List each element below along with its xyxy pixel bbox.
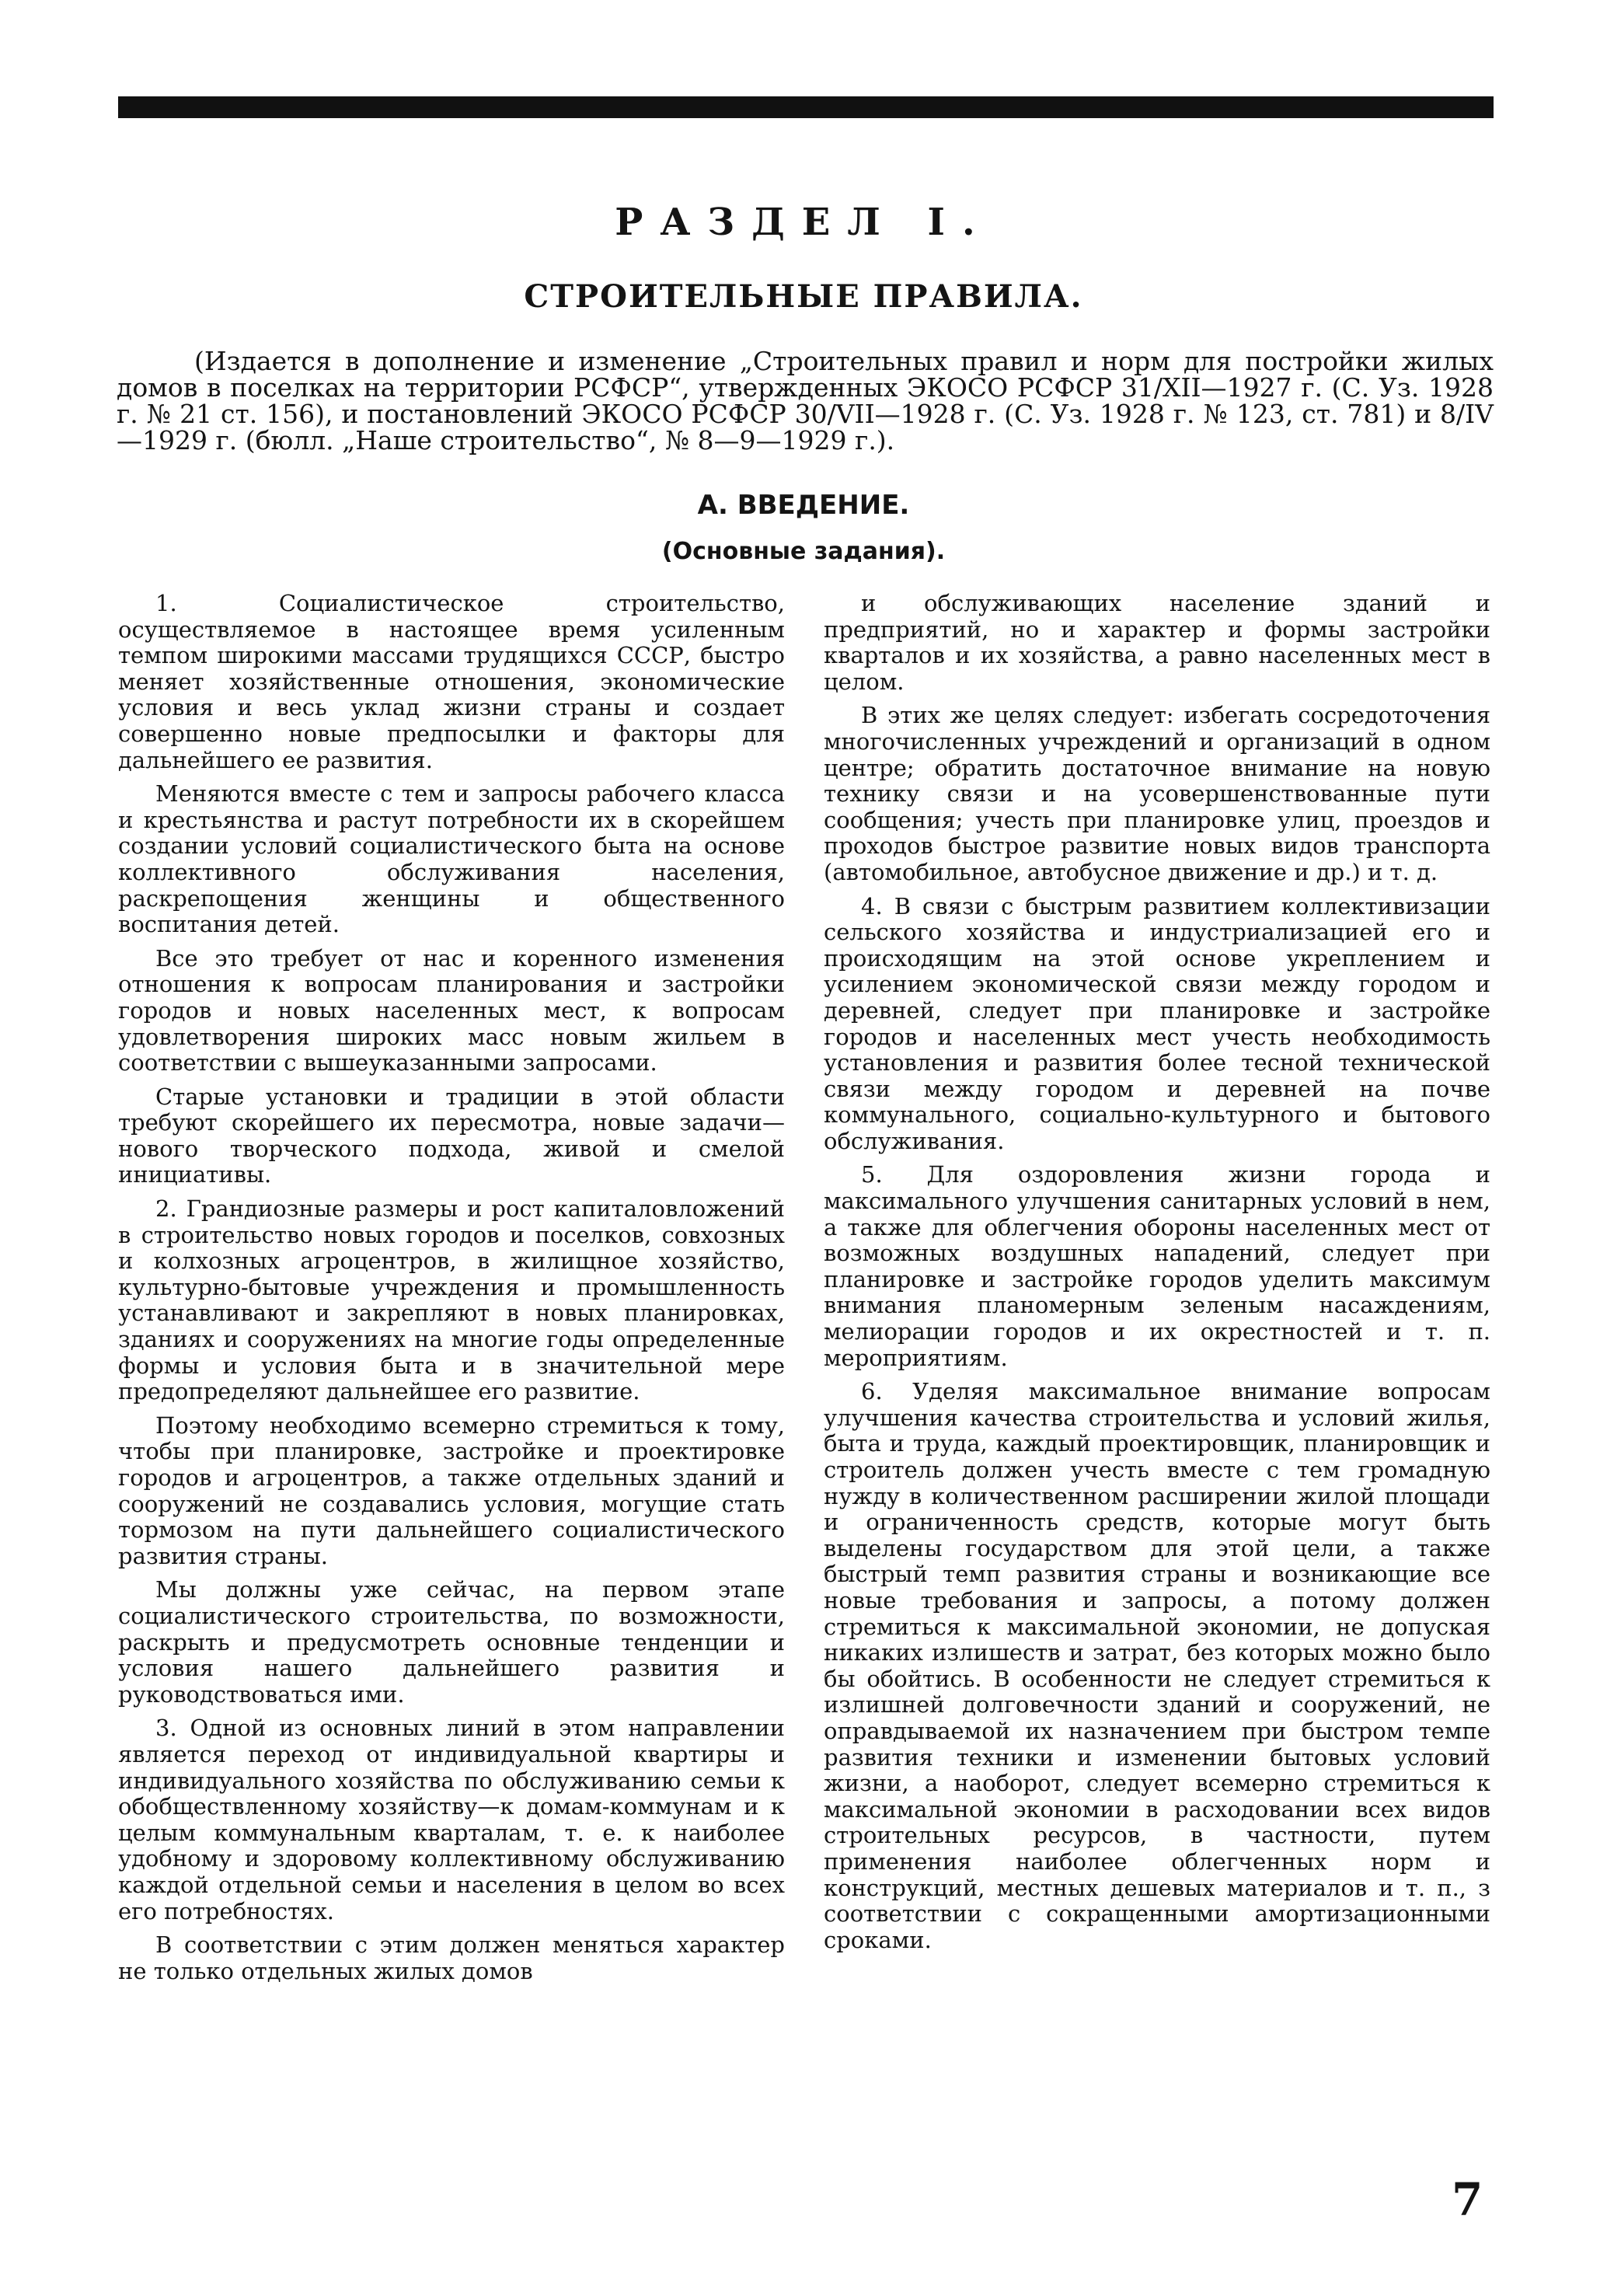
paragraph: Все это требует от нас и коренного изменения отношения к вопросам планирования и застройки городов и новых населенных мест, к вопросам удовлетворения широких масс новым жильем в соответствии с вышеуказанными запросами. bbox=[118, 944, 785, 1076]
paragraph: 6. Уделяя максимальное внимание вопросам улучшения качества строительства и условий жилья, быта и труда, каждый проектировщик, планировщик и строитель должен учесть вместе с тем громадную нужду в количественном расширении жилой площади и ограниченность средств, которые могут быть выделены государством для этой цели, а также быстрый темп развития страны и возникающие все новые требования и запросы, а потому должен стремиться к максимальной экономии, не допуская никаких излишеств и затрат, без которых можно было бы обойтись. В особенности не следует стремиться к излишней долговечности зданий и сооружений, не оправдываемой их назначением при быстром темпе развития техники и изменении бытовых условий жизни, а наоборот, следует всемерно стремиться к максимальной экономии в расходовании всех видов строительных ресурсов, в частности, путем применения наиболее облегченных норм и конструкций, местных дешевых материалов и т. п., з соответствии с сокращенными амортизационными сроками. bbox=[824, 1378, 1490, 1953]
paragraph: 5. Для оздоровления жизни города и максимального улучшения санитарных условий в нем, а также для облегчения обороны населенных мест от возможных воздушных нападений, следует при планировке и застройке городов уделить максимум внимания планомерным зеленым насаждениям, мелиорации городов и их окрестностей и т. п. мероприятиям. bbox=[824, 1161, 1490, 1371]
section-label: РАЗДЕЛ I. bbox=[615, 201, 992, 244]
paragraph: Меняются вместе с тем и запросы рабочего класса и крестьянства и растут потребности их в скорейшем создании условий социалистического быта на основе коллективного обслуживания населения, раскрепощения женщины и общественного воспитания детей. bbox=[118, 780, 785, 938]
paragraph: и обслуживающих население зданий и предприятий, но и характер и формы застройки кварталов и их хозяйства, а равно населенных мест в целом. bbox=[824, 590, 1490, 695]
right-column bbox=[824, 591, 1490, 1961]
paragraph: Мы должны уже сейчас, на первом этапе социалистического строительства, по возможности, раскрыть и предусмотреть основные тенденции и условия нашего дальнейшего развития и руководствоваться ими. bbox=[118, 1576, 785, 1708]
paragraph: 4. В связи с быстрым развитием коллективизации сельского хозяйства и индустриализацией его и происходящим на этой основе укреплением и усилением экономической связи между городом и деревней, следует при планировке и застройке городов и населенных мест учесть необходимость установления и развития более тесной технической связи между городом и деревней на почве коммунального, социально-культурного и бытового обслуживания. bbox=[824, 892, 1490, 1154]
paragraph: 1. Социалистическое строительство, осуществляемое в настоящее время усиленным темпом широкими массами трудящихся СССР, быстро меняет хозяйственные отношения, экономические условия и весь уклад жизни страны и создает совершенно новые предпосылки и факторы для дальнейшего ее развития. bbox=[118, 590, 785, 773]
paragraph: Старые установки и традиции в этой области требуют скорейшего их пересмотра, новые задачи—нового творческого подхода, живой и смелой инициативы. bbox=[118, 1083, 785, 1188]
page-number: 7 bbox=[1452, 2173, 1483, 2226]
top-rule bbox=[118, 96, 1494, 118]
paragraph: В этих же целях следует: избегать сосредоточения многочисленных учреждений и организаций в одном центре; обратить достаточное внимание на новую технику связи и на усовершенствованные пути сообщения; учесть при планировке улиц, проездов и проходов быстрое развитие новых видов транспорта (автомобильное, автобусное движение и др.) и т. д. bbox=[824, 702, 1490, 885]
subsection-subtitle: (Основные задания). bbox=[661, 538, 946, 565]
page-title: СТРОИТЕЛЬНЫЕ ПРАВИЛА. bbox=[524, 278, 1083, 315]
intro-note: (Издается в дополнение и изменение „Строительных правил и норм для постройки жилых домов в поселках на территории РСФСР“, утвержденных ЭКОСО РСФСР 31/XII—1927 г. (С. Уз. 1928 г. № 21 ст. 156), и постановлений ЭКОСО РСФСР 30/VII—1928 г. (С. Уз. 1928 г. № 123, ст. 781) и 8/IV—1929 г. (бюлл. „Наше строительство“, № 8—9—1929 г.). bbox=[117, 346, 1494, 455]
paragraph: 2. Грандиозные размеры и рост капиталовложений в строительство новых городов и поселков, совхозных и колхозных агроцентров, в жилищное хозяйство, культурно-бытовые учреждения и промышленность устанавливают и закрепляют в новых планировках, зданиях и сооружениях на многие годы определенные формы и условия быта и в значительной мере предопределяют дальнейшее его развитие. bbox=[118, 1195, 785, 1405]
paragraph: 3. Одной из основных линий в этом направлении является переход от индивидуальной квартиры и индивидуального хозяйства по обслуживанию семьи к обобществленному хозяйству—к домам-коммунам и к целым коммунальным кварталам, т. е. к наиболее удобному и здоровому коллективному обслуживанию каждой отдельной семьи и населения в целом во всех его потребностях. bbox=[118, 1715, 785, 1924]
paragraph: Поэтому необходимо всемерно стремиться к тому, чтобы при планировке, застройке и проектировке городов и агроцентров, а также отдельных зданий и сооружений не создавались условия, могущие стать тормозом на пути дальнейшего социалистического развития страны. bbox=[118, 1411, 785, 1569]
paragraph: В соответствии с этим должен меняться характер не только отдельных жилых домов bbox=[118, 1931, 785, 1984]
left-column bbox=[118, 591, 785, 1992]
subsection-title: А. ВВЕДЕНИЕ. bbox=[697, 490, 910, 521]
